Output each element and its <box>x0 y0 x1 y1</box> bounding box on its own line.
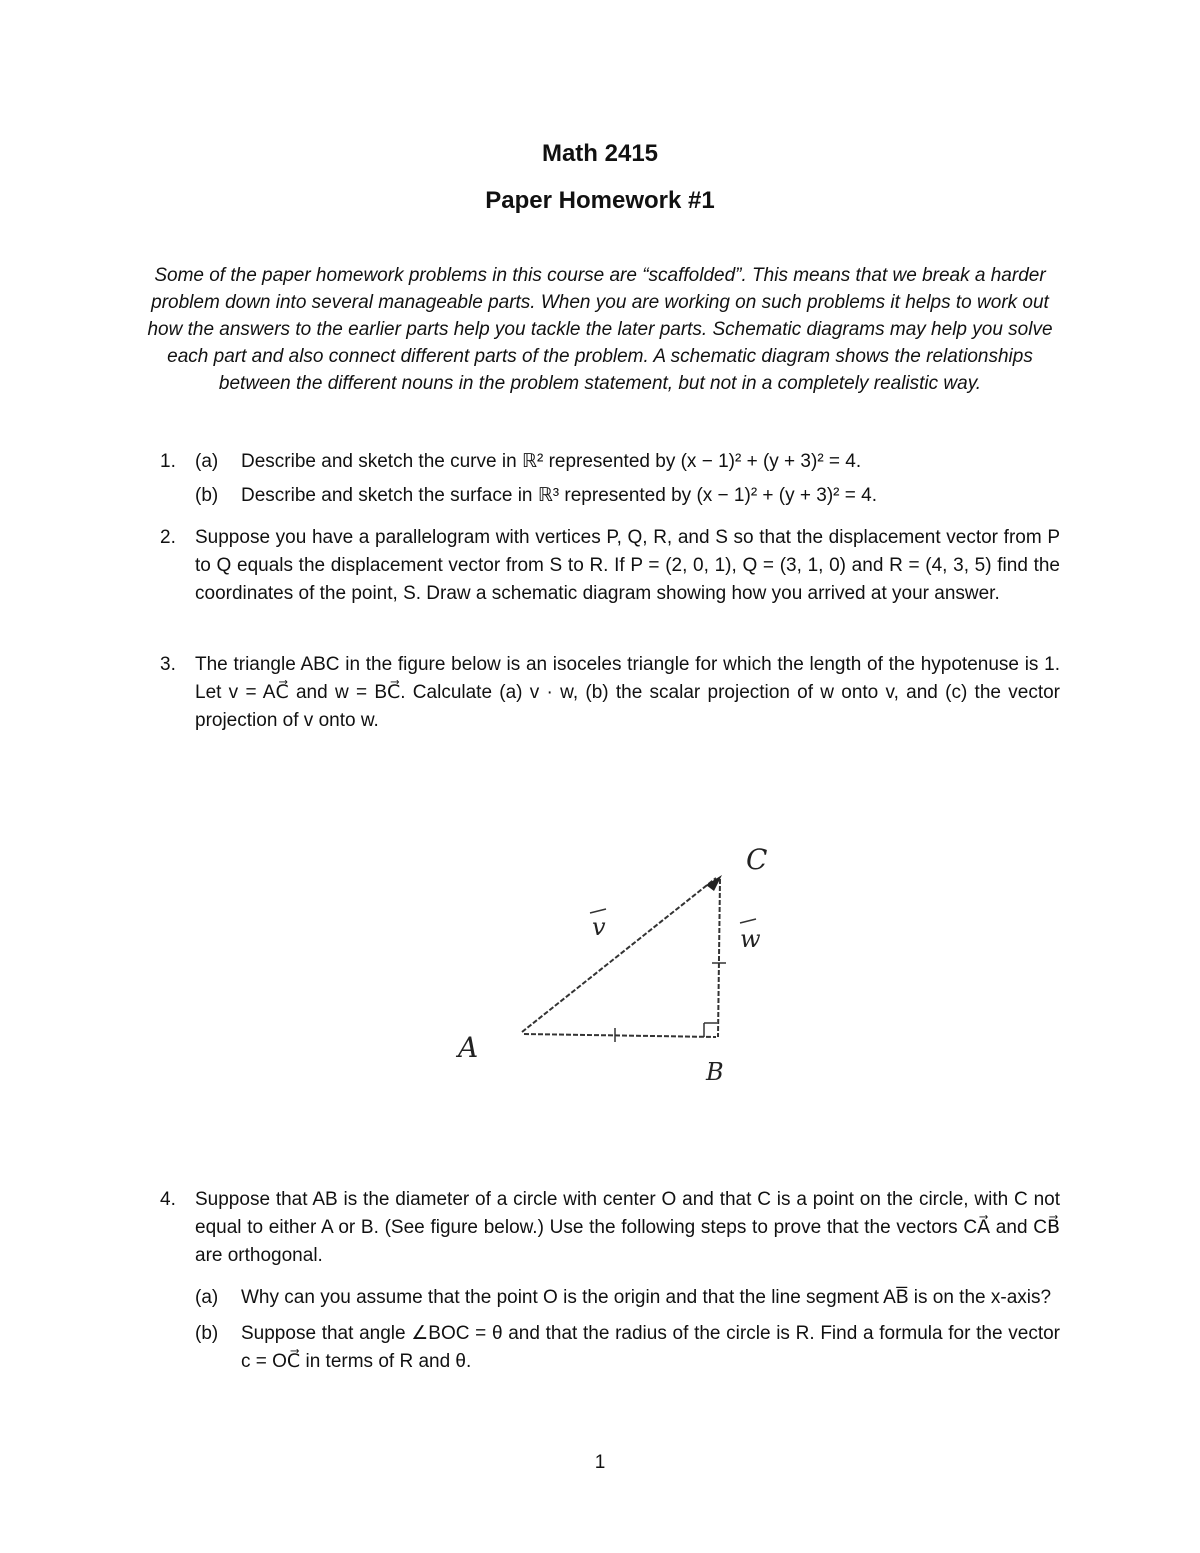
part-text: Why can you assume that the point O is the origin and that the line segment AB̅ is on the x-axis? <box>241 1287 1052 1308</box>
part-label: (a) <box>195 451 219 472</box>
vertex-c-label: C <box>746 843 768 876</box>
part-label: (b) <box>195 485 219 506</box>
side-ab-line <box>524 1034 716 1037</box>
part-text: Describe and sketch the surface in ℝ³ represented by (x − 1)² + (y + 3)² = 4. <box>241 485 877 506</box>
part-label: (b) <box>195 1323 219 1344</box>
problem-number: 2. <box>160 527 176 548</box>
vertex-b-label: B <box>706 1058 724 1086</box>
problem-text: Suppose that AB is the diameter of a circle with center O and that C is a point on the circle, with C not equal to either A or B. (See figure below.) Use the following steps to prove that the vectors CA⃗ and CB⃗ are orthogonal. <box>195 1189 1060 1266</box>
part-label: (a) <box>195 1287 219 1308</box>
vector-v-label: v <box>592 913 606 941</box>
vector-w-arrow-mark <box>740 919 756 923</box>
triangle-figure <box>440 835 800 1095</box>
problem-4 <box>160 1186 1060 1376</box>
vector-w-line <box>718 879 720 1037</box>
course-title: Math 2415 <box>541 140 659 167</box>
vertex-a-label: A <box>458 1031 479 1064</box>
problem-text: Suppose you have a parallelogram with vertices P, Q, R, and S so that the displacement vector from P to Q equals the displacement vector from S to R. If P = (2, 0, 1), Q = (3, 1, 0) and R = (4, 3, 5) find the coordinates of the point, S. Draw a schematic diagram showing how you arrived at your answer. <box>195 527 1060 604</box>
part-text: Suppose that angle ∠BOC = θ and that the radius of the circle is R. Find a formula for the vector c = OC⃗ in terms of R and θ. <box>241 1323 1060 1372</box>
right-angle-mark <box>704 1023 717 1037</box>
problem-number: 3. <box>160 654 176 675</box>
part-a <box>195 448 1060 476</box>
page-number: 1 <box>594 1452 606 1473</box>
intro-paragraph: Some of the paper homework problems in this course are “scaffolded”. This means that we break a harder problem down into several manageable parts. When you are working on such problems it helps to work out how the answers to the earlier parts help you tackle the later parts. Schematic diagrams may help you solve each part and also connect different parts of the problem. A schematic diagram shows the relationships between the different nouns in the problem statement, but not in a completely realistic way. <box>147 265 1053 394</box>
vector-w-label: w <box>740 925 761 953</box>
part-text: Describe and sketch the curve in ℝ² represented by (x − 1)² + (y + 3)² = 4. <box>241 451 862 472</box>
vector-v-line <box>522 878 716 1032</box>
problem-1 <box>160 448 1060 510</box>
homework-title: Paper Homework #1 <box>485 187 715 214</box>
part-b <box>195 1320 1060 1376</box>
problem-text: The triangle ABC in the figure below is an isoceles triangle for which the length of the hypotenuse is 1. Let v = AC⃗ and w = BC⃗. Calculate (a) v · w, (b) the scalar projection of w onto v, and (c) the vector projection of v onto w. <box>195 654 1060 731</box>
problem-number: 4. <box>160 1189 176 1210</box>
part-a <box>195 1284 1060 1312</box>
problem-2 <box>160 524 1060 608</box>
problem-3 <box>160 651 1060 735</box>
problem-number: 1. <box>160 451 176 472</box>
part-b <box>195 482 1060 510</box>
